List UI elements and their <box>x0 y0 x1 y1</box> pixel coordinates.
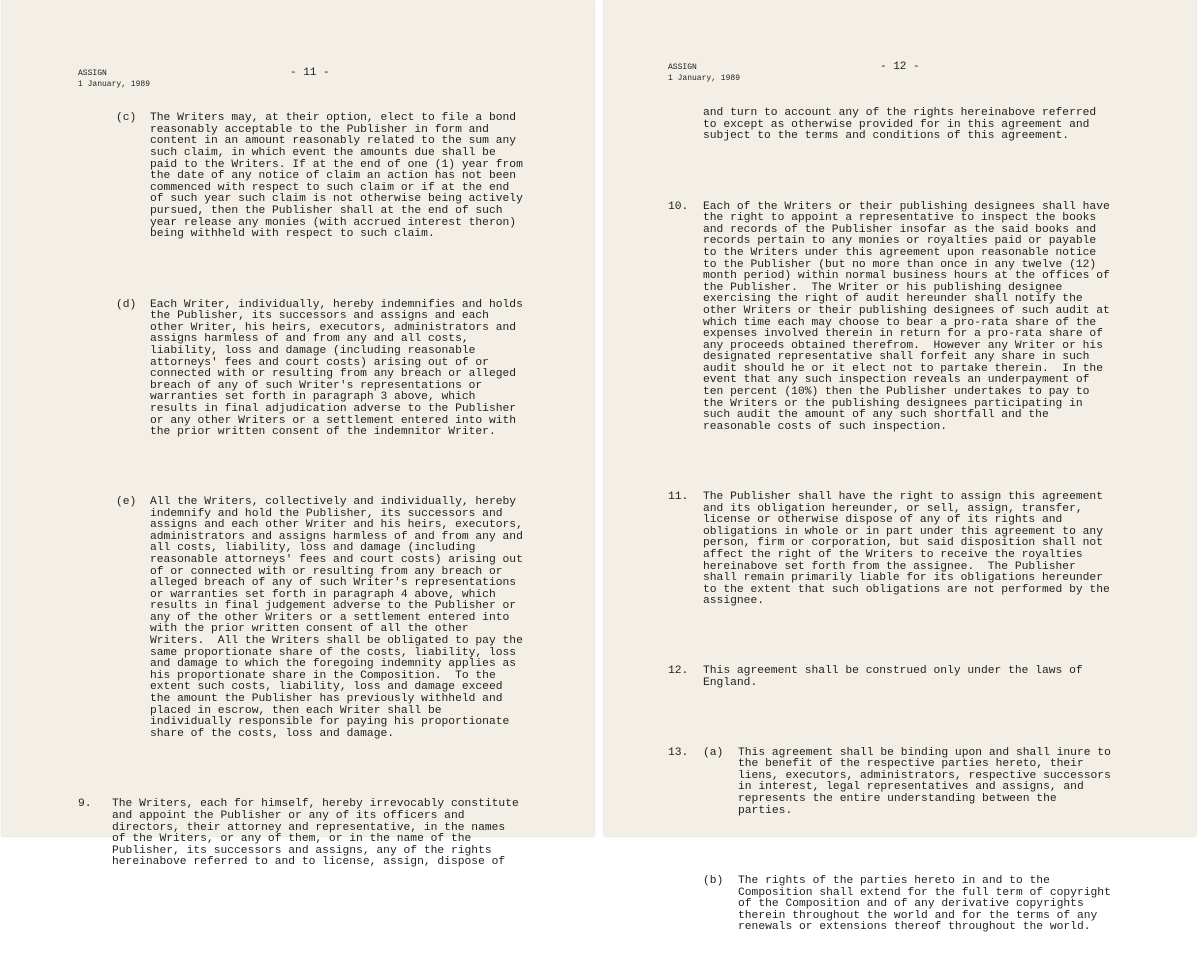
clause-text: The Writers, each for himself, hereby irrevocably constitute and appoint the Publisher or any of its officers and directors, their attorney and representative, in the names of the Writers, or any of them, or in the name of the Publisher, its successors and assigns, any of the rights hereinabove referred to and to license, assign, dispose of <box>112 798 519 869</box>
clause-marker: (d) <box>116 298 137 311</box>
clause-13a <box>668 748 1173 818</box>
clause-text: Each of the Writers or their publishing designees shall have the right to appoint a representative to inspect the books and records of the Publisher insofar as the said books and records pertain to any monies or royalties paid or payable to the Writers under this agreement upon reasonable notice to the Publisher (but no more than once in any twelve (12) month period) within normal business hours at the offices of the Publisher. The Writer or his publishing designee exercising the right of audit hereunder shall notify the other Writers or their publishing designees of such audit at which time each may choose to bear a pro-rata share of the expenses involved therein in return for a pro-rata share of any proceeds obtained therefrom. However any Writer or his designated representative shall forfeit any share in such audit should he or it elect not to partake therein. In the event that any such inspection reveals an underpayment of ten percent (10%) then the Publisher undertakes to pay to the Writers or the publishing designees participating in such audit the amount of any such shortfall and the reasonable costs of such inspection. <box>703 200 1110 433</box>
clause-9-continuation <box>668 108 1173 143</box>
clause-marker: (b) <box>703 875 724 888</box>
page-number: - 11 - <box>290 67 330 79</box>
clause-text: The Publisher shall have the right to assign this agreement and its obligation hereunder, or sell, assign, transfer, license or otherwise dispose of any of its rights and obligations in whole or in part under this agreement to any person, firm or corporation, but said disposition shall not affect the right of the Writers to receive the royalties hereinabove set forth from the assignee. The Publisher shall remain primarily liable for its obligations hereunder to the extent that such obligations are not performed by the assignee. <box>703 490 1110 608</box>
clause-11 <box>668 492 1173 608</box>
clause-marker: (c) <box>116 112 137 125</box>
clause-8c <box>86 113 556 241</box>
document-page-left <box>2 0 594 869</box>
document-page-right <box>604 0 1196 934</box>
clause-text: This agreement shall be binding upon and shall inure to the benefit of the respective parties hereto, their liens, executors, administrators, respective successors in interest, legal representatives and assigns, and represents the entire understanding between the parties. <box>738 746 1111 817</box>
clause-marker: 10. <box>668 200 689 213</box>
clause-8e <box>86 497 556 741</box>
body-text <box>668 85 1173 957</box>
header-date: 1 January, 1989 <box>668 74 741 83</box>
clause-text: All the Writers, collectively and individually, hereby indemnify and hold the Publisher, its successors and assigns and each other Writer and his heirs, executors, administrators and assigns harmless of and from any and all costs, liability, loss and damage (including reasonable attorneys' fees and court costs) arising out of or connected with or resulting from any breach or alleged breach of any of such Writer's representations or warranties set forth in paragraph 4 above, which results in final judgement adverse to the Publisher or any of the other Writers or a settlement entered into with the prior written consent of all the other Writers. All the Writers shall be obligated to pay the same proportionate share of the costs, liability, loss and damage to which the foregoing indemnity applies as his proportionate share in the Composition. To the extent such costs, liability, loss and damage exceed the amount the Publisher has previously withheld and placed in escrow, then each Writer shall be individually responsible for paying his proportionate share of the costs, loss and damage. <box>150 495 523 740</box>
clause-text: Each Writer, individually, hereby indemnifies and holds the Publisher, its successors and assigns and each other Writer, his heirs, executors, administrators and assigns harmless of and from any and all costs, liability, loss and damage (including reasonable attorneys' fees and court costs) arising out of or connected with or resulting from any breach or alleged breach of any of such Writer's representations or warranties set forth in paragraph 3 above, which results in final adjudication adverse to the Publisher or any other Writers or a settlement entered into with the prior written consent of the indemnitor Writer. <box>150 298 523 439</box>
body-text <box>78 90 556 893</box>
clause-text: The Writers may, at their option, elect to file a bond reasonably acceptable to the Publisher in form and content in an amount reasonably related to the sum any such claim, in which event the amounts due shall be paid to the Writers. If at the end of one (1) year from the date of any notice of claim an action has not been commenced with respect to such claim or if at the end of such year such claim is not otherwise being actively pursued, then the Publisher shall at the end of such year release any monies (with accrued interest theron) being withheld with respect to such claim. <box>150 112 523 241</box>
clause-13b <box>668 876 1173 934</box>
clause-8d <box>86 300 556 439</box>
clause-text: The rights of the parties hereto in and to the Composition shall extend for the full term of copyright of the Composition and of any derivative copyrights therein throughout the world and for the terms of any renewals or extensions thereof throughout the world. <box>738 875 1111 934</box>
clause-marker: 9. <box>78 798 92 811</box>
clause-marker: 11. <box>668 490 689 503</box>
header-date: 1 January, 1989 <box>78 80 151 89</box>
clause-marker: 13. <box>668 746 689 759</box>
header-label: ASSIGN <box>78 69 107 78</box>
header-label: ASSIGN <box>668 63 697 72</box>
clause-marker: (e) <box>116 495 137 508</box>
clause-sub-marker: (a) <box>703 746 724 759</box>
clause-10 <box>668 202 1173 434</box>
page-number: - 12 - <box>880 61 920 73</box>
clause-9 <box>78 798 556 869</box>
clause-12 <box>668 666 1173 689</box>
clause-text: and turn to account any of the rights hereinabove referred to except as otherwise provided for in this agreement and subject to the terms and conditions of this agreement. <box>703 107 1097 143</box>
clause-marker: 12. <box>668 665 689 678</box>
clause-text: This agreement shall be construed only under the laws of England. <box>703 665 1083 689</box>
